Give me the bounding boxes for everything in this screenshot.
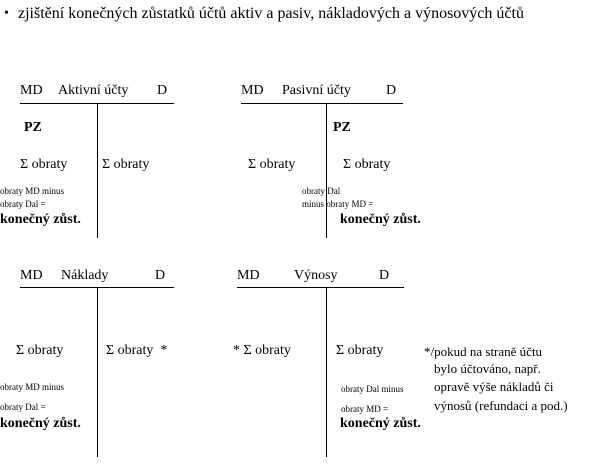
left-sum: * Σ obraty bbox=[233, 343, 291, 358]
right-sum: Σ obraty bbox=[102, 157, 150, 172]
account-title: Pasivní účty bbox=[282, 83, 351, 98]
d-label: D bbox=[379, 268, 390, 283]
final-balance: konečný zůst. bbox=[340, 416, 421, 431]
d-label: D bbox=[155, 268, 166, 283]
left-sum: Σ obraty bbox=[20, 157, 68, 172]
calc-line-1: obraty Dal bbox=[302, 186, 341, 196]
left-sum: Σ obraty bbox=[248, 157, 296, 172]
heading bbox=[4, 4, 604, 24]
final-balance: konečný zůst. bbox=[0, 212, 81, 227]
d-label: D bbox=[157, 83, 168, 98]
final-balance: konečný zůst. bbox=[0, 416, 81, 431]
calc-line-2: minus obraty MD = bbox=[302, 199, 374, 209]
final-balance: konečný zůst. bbox=[340, 212, 421, 227]
calc-line-1: obraty Dal minus bbox=[341, 384, 404, 394]
bullet-icon: • bbox=[4, 6, 9, 21]
t-account-divider bbox=[326, 103, 327, 238]
footnote-line: opravě výše nákladů či bbox=[434, 379, 554, 394]
account-title: Aktivní účty bbox=[58, 83, 129, 98]
md-label: MD bbox=[241, 83, 264, 98]
d-label: D bbox=[386, 83, 397, 98]
t-account-top-line bbox=[237, 287, 404, 288]
footnote-line: bylo účtováno, např. bbox=[434, 361, 541, 376]
calc-line-1: obraty MD minus bbox=[0, 186, 64, 196]
calc-line-2: obraty MD = bbox=[341, 404, 389, 414]
calc-line-1: obraty MD minus bbox=[0, 382, 64, 392]
footnote-line: */pokud na straně účtu bbox=[424, 344, 543, 359]
account-title: Výnosy bbox=[294, 268, 338, 283]
t-account-divider bbox=[326, 287, 327, 457]
md-label: MD bbox=[20, 83, 43, 98]
right-sum: Σ obraty bbox=[336, 343, 384, 358]
pz-label: PZ bbox=[333, 120, 351, 135]
t-account-divider bbox=[97, 287, 98, 457]
footnote-line: výnosů (refundaci a pod.) bbox=[434, 398, 568, 413]
t-account-divider bbox=[97, 103, 98, 238]
t-account-top-line bbox=[241, 103, 403, 104]
md-label: MD bbox=[237, 268, 260, 283]
pz-label: PZ bbox=[24, 120, 42, 135]
account-title: Náklady bbox=[61, 268, 109, 283]
right-sum: Σ obraty bbox=[343, 157, 391, 172]
right-sum: Σ obraty * bbox=[106, 343, 168, 358]
md-label: MD bbox=[20, 268, 43, 283]
heading-text: zjištění konečných zůstatků účtů aktiv a pasiv, nákladových a výnosových účtů bbox=[18, 5, 524, 22]
calc-line-2: obraty Dal = bbox=[0, 199, 46, 209]
calc-line-2: obraty Dal = bbox=[0, 402, 46, 412]
left-sum: Σ obraty bbox=[16, 343, 64, 358]
